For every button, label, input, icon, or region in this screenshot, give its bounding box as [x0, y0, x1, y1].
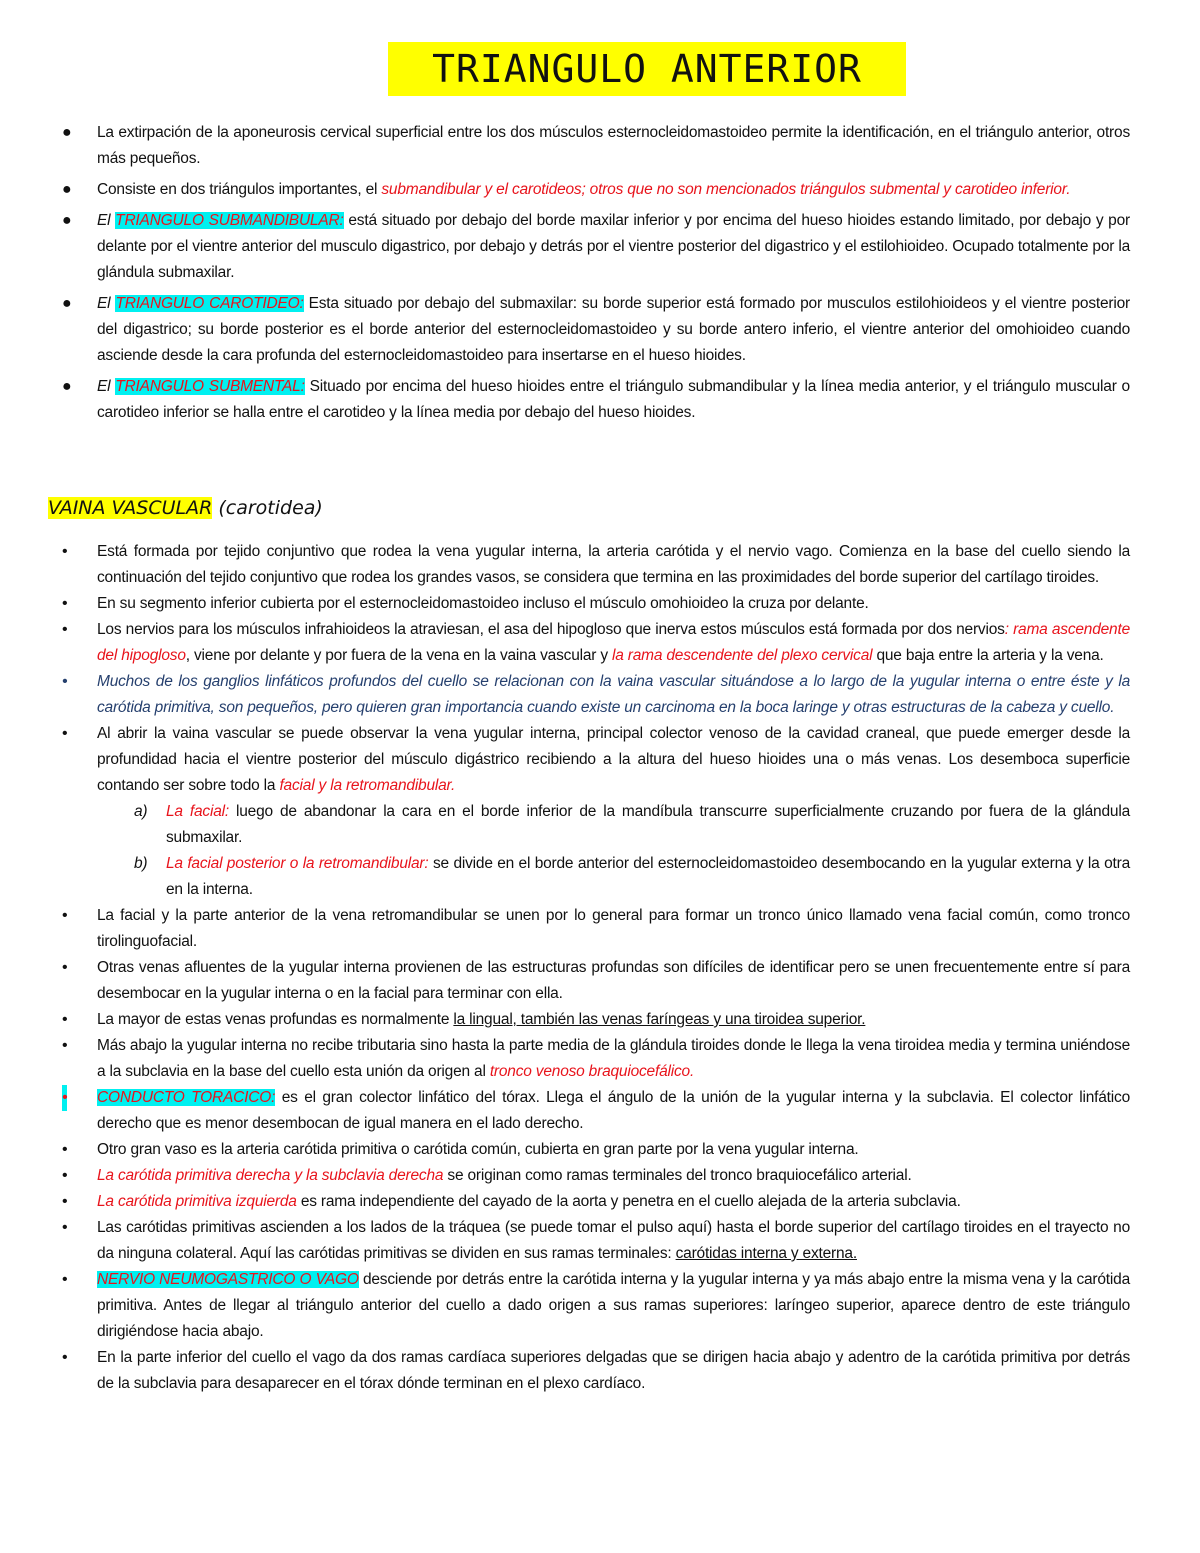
triangles-list	[60, 120, 1130, 431]
bullet-icon: ●	[62, 295, 72, 312]
bullet-icon: ●	[62, 378, 72, 395]
highlight-text: submandibular y el carotideos; otros que no son mencionados triángulos submental y carotideo inferior.	[381, 181, 1071, 198]
list-item: • CONDUCTO TORACICO: es el gran colector linfático del tórax. Llega el ángulo de la unión de la yugular interna y la subclavia. El colector linfático derecho que es menor desembocan de igual manera en el lado derecho.	[60, 1085, 1130, 1137]
list-item: • Está formada por tejido conjuntivo que rodea la vena yugular interna, la arteria carótida y el nervio vago. Comienza en la base del cuello siendo la continuación del tejido conjuntivo que rodea los grandes vasos, se considera que termina en las proximidades del borde superior del cartílago tiroides.	[60, 539, 1130, 591]
bullet-icon: •	[62, 907, 68, 924]
list-item: • NERVIO NEUMOGASTRICO O VAGO desciende por detrás entre la carótida interna y la yugular interna y ya más abajo entre la misma vena y la carótida primitiva. Antes de llegar al triángulo anterior del cuello a dado origen a sus ramas superiores: laríngeo superior, aparece dentro de este triángulo dirigiéndose hacia abajo.	[60, 1267, 1130, 1345]
term-nervio-vago: NERVIO NEUMOGASTRICO O VAGO	[97, 1271, 359, 1288]
list-item: • En su segmento inferior cubierta por el esternocleidomastoideo incluso el músculo omohioideo la cruza por delante.	[60, 591, 1130, 617]
list-item: ● El TRIANGULO SUBMENTAL: Situado por encima del hueso hioides entre el triángulo submandibular y la línea media anterior, y el triángulo muscular o carotideo inferior se halla entre el carotideo y la línea media por debajo del hueso hioides.	[60, 374, 1130, 426]
list-item: • Muchos de los ganglios linfáticos profundos del cuello se relacionan con la vaina vascular situándose a lo largo de la yugular interna o entre éste y la carótida primitiva, son pequeños, pero quieren gran importancia cuando existe un carcinoma en la boca laringe y otras estructuras de la cabeza y cuello.	[60, 669, 1130, 721]
bullet-icon: •	[62, 543, 68, 560]
list-item: ● Consiste en dos triángulos importantes, el submandibular y el carotideos; otros que no son mencionados triángulos submental y carotideo inferior.	[60, 177, 1130, 203]
vaina-list	[60, 539, 1130, 1397]
sub-list-item: a) La facial: luego de abandonar la cara en el borde inferior de la mandíbula transcurre superficialmente cruzando por fuera de la glándula submaxilar.	[97, 799, 1130, 851]
section-heading-subtitle: (carotidea)	[212, 497, 323, 519]
title-highlight	[388, 42, 906, 96]
term-conducto-toracico: CONDUCTO TORACICO:	[97, 1089, 276, 1106]
sub-marker: b)	[134, 855, 148, 872]
bullet-icon: •	[62, 1141, 68, 1158]
list-item: • Al abrir la vaina vascular se puede observar la vena yugular interna, principal colector venoso de la cavidad craneal, que puede emerger desde la profundidad hacia el vientre posterior del músculo digástrico recibiendo a la altura del hueso hioides una o más venas. Los desemboca superficie contando ser sobre todo la facial y la retromandibular. a) La facial: luego de abandonar la cara en el borde inferior de la mandíbula transcurre superficialmente cruzando por fuera de la glándula submaxilar. b) La facial posterior o la retromandibular: se divide en el borde anterior del esternocleidomastoideo desembocando en la yugular externa y la otra en la interna.	[60, 721, 1130, 903]
section-heading-highlight: VAINA VASCULAR	[48, 497, 213, 519]
list-item: • La facial y la parte anterior de la vena retromandibular se unen por lo general para formar un tronco único llamado vena facial común, como tronco tirolinguofacial.	[60, 903, 1130, 955]
sub-list	[97, 799, 1130, 903]
list-item: • Más abajo la yugular interna no recibe tributaria sino hasta la parte media de la glándula tiroides donde le llega la vena tiroidea media y termina uniéndose a la subclavia en la base del cuello esta unión da origen al tronco venoso braquiocefálico.	[60, 1033, 1130, 1085]
bullet-icon: •	[62, 1219, 68, 1236]
list-item: ● El TRIANGULO SUBMANDIBULAR: está situado por debajo del borde maxilar inferior y por encima del hueso hioides estando limitado, por debajo y por delante por el vientre anterior del musculo digastrico, por debajo y detrás por el vientre posterior del digastrico y el estilohioideo. Ocupado totalmente por la glándula submaxilar.	[60, 208, 1130, 286]
list-item: • Los nervios para los músculos infrahioideos la atraviesan, el asa del hipogloso que inerva estos músculos está formada por dos nervios: rama ascendente del hipogloso, viene por delante y por fuera de la vena en la vaina vascular y la rama descendente del plexo cervical que baja entre la arteria y la vena.	[60, 617, 1130, 669]
list-item: ● La extirpación de la aponeurosis cervical superficial entre los dos músculos esternocleidomastoideo permite la identificación, en el triángulo anterior, otros más pequeños.	[60, 120, 1130, 172]
bullet-icon: •	[62, 725, 68, 742]
list-item: • Otras venas afluentes de la yugular interna provienen de las estructuras profundas son difíciles de identificar pero se unen frecuentemente entre sí para desembocar en la yugular interna o en la facial para terminar con ella.	[60, 955, 1130, 1007]
bullet-icon: •	[62, 1349, 68, 1366]
sub-list-item: b) La facial posterior o la retromandibular: se divide en el borde anterior del esternocleidomastoideo desembocando en la yugular externa y la otra en la interna.	[97, 851, 1130, 903]
list-item: • Las carótidas primitivas ascienden a los lados de la tráquea (se puede tomar el pulso aquí) hasta el borde superior del cartílago tiroides en el trayecto no da ninguna colateral. Aquí las carótidas primitivas se dividen en sus ramas terminales: carótidas interna y externa.	[60, 1215, 1130, 1267]
list-item: • La carótida primitiva derecha y la subclavia derecha se originan como ramas terminales del tronco braquiocefálico arterial.	[60, 1163, 1130, 1189]
list-item: ● El TRIANGULO CAROTIDEO: Esta situado por debajo del submaxilar: su borde superior está formado por musculos estilohioideos y el vientre posterior del digastrico; su borde posterior es el borde anterior del esternocleidomastoideo y su borde antero inferio, el vientre anterior del omohioideo cuando asciende desde la cara profunda del esternocleidomastoideo para insertarse en el hueso hioides.	[60, 291, 1130, 369]
bullet-icon: •	[62, 1271, 68, 1288]
bullet-icon: •	[62, 959, 68, 976]
bullet-icon: •	[62, 1037, 68, 1054]
bullet-icon: •	[62, 595, 68, 612]
list-item: • La carótida primitiva izquierda es rama independiente del cayado de la aorta y penetra en el cuello alejada de la arteria subclavia.	[60, 1189, 1130, 1215]
term-submandibular: TRIANGULO SUBMANDIBULAR:	[115, 212, 344, 229]
list-item: • En la parte inferior del cuello el vago da dos ramas cardíaca superiores delgadas que se dirigen hacia abajo y adentro de la carótida primitiva por detrás de la subclavia para desaparecer en el tórax dónde terminan en el plexo cardíaco.	[60, 1345, 1130, 1397]
term-submental: TRIANGULO SUBMENTAL:	[115, 378, 305, 395]
bullet-icon: •	[62, 1085, 67, 1111]
bullet-icon: ●	[62, 181, 72, 198]
page-title: TRIANGULO ANTERIOR	[432, 47, 862, 91]
bullet-icon: ●	[62, 124, 72, 141]
bullet-icon: ●	[62, 212, 72, 229]
bullet-icon: •	[62, 1011, 68, 1028]
section-heading	[48, 494, 323, 522]
list-item: • La mayor de estas venas profundas es normalmente la lingual, también las venas faríngeas y una tiroidea superior.	[60, 1007, 1130, 1033]
bullet-icon: •	[62, 1193, 68, 1210]
bullet-icon: •	[62, 621, 68, 638]
sub-marker: a)	[134, 803, 148, 820]
bullet-icon: •	[62, 1167, 68, 1184]
bullet-icon: •	[62, 673, 68, 690]
list-item: • Otro gran vaso es la arteria carótida primitiva o carótida común, cubierta en gran parte por la vena yugular interna.	[60, 1137, 1130, 1163]
term-carotideo: TRIANGULO CAROTIDEO:	[115, 295, 304, 312]
